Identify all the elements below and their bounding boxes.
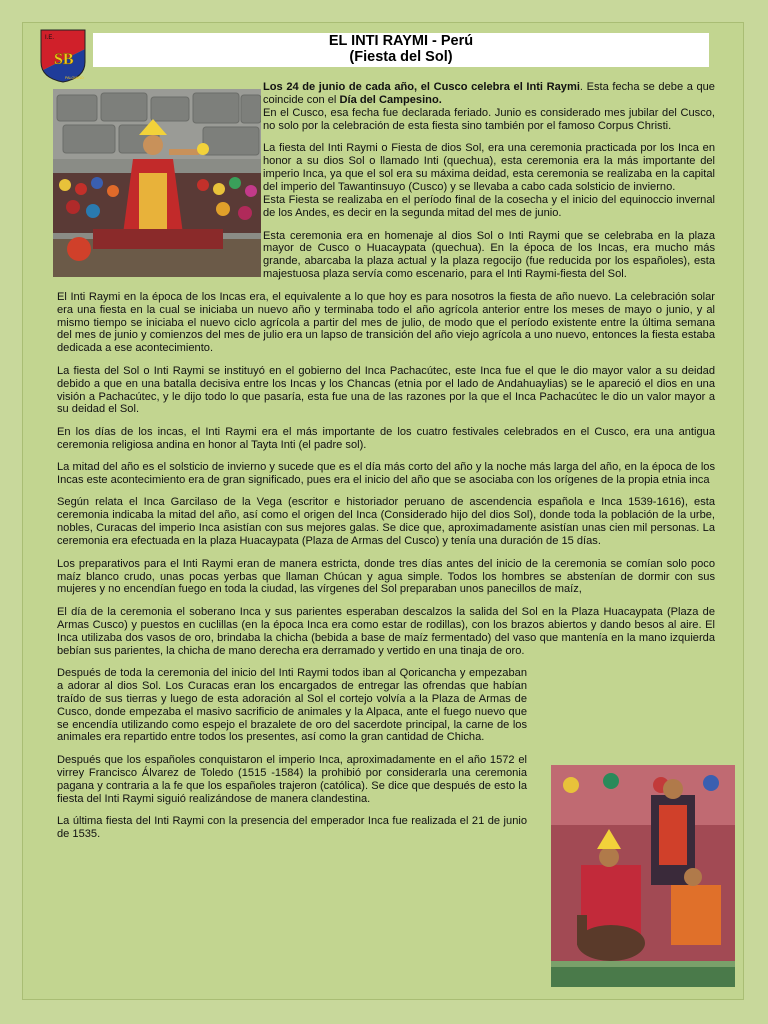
paragraph-11: El día de la ceremonia el soberano Inca y sus parientes esperaban descalzos la salida del Sol en la Plaza Huacaypata (Plaza de Armas Cusco) y puestos en cuclillas (en la época Inca era como estar de rodillas), con los brazos abiertos y dando besos al aire. El Inca utilizaba dos vasos de oro, brindaba la chicha (bebida a base de maíz fermentado) del vaso que mantenía en la mano izquierda bebían sus parientes, la chicha de mano derecha era derramado y vertido en una tinaja de oro. <box>57 605 715 657</box>
svg-text:I.E.: I.E. <box>45 35 55 41</box>
document-page <box>22 22 744 1000</box>
svg-text:SB: SB <box>54 51 74 68</box>
school-shield-logo <box>39 28 87 84</box>
paragraph-5: El Inti Raymi en la época de los Incas era, el equivalente a lo que hoy es para nosotros la fiesta de año nuevo. La celebración solar era una fiesta en la cual se iniciaba un nuevo año y terminaba todo el año agrícola anterior entre los meses de mayo o junio, y al mismo tiempo se iniciaba el nuevo ciclo agrícola a partir del mes de julio, de modo que el período existente entre la última semana del mes de junio y comienzos del mes de julio era un lapso de transición del año viejo agrícola a uno nuevo, entonces la fiesta estaba dedicada a ese acontecimiento. <box>57 290 715 355</box>
paragraph-2: La fiesta del Inti Raymi o Fiesta de dios Sol, era una ceremonia practicada por los Inca en honor a su dios Sol o llamado Inti (quechua), esta ceremonia era la más importante del imperio Inca, ya que el sol era su máxima deidad, esta ceremonia se realizaba en la capital del imperio del Tawantinsuyo (Cusco) y se llevaba a cabo cada solsticio de invierno. <box>263 142 715 193</box>
photo2-spacer <box>527 671 715 909</box>
paragraph-3: Esta Fiesta se realizaba en el período final de la cosecha y el inicio del equinoccio invernal de los Andes, es decir en la segunda mitad del mes de junio. <box>263 194 715 220</box>
paragraph-intro: Los 24 de junio de cada año, el Cusco celebra el Inti Raymi. Esta fecha se debe a que coincide con el Día del Campesino. En el Cusco, esa fecha fue declarada feriado. Junio es considerado mes jubilar del Cusco, no solo por la celebración de esta fiesta sino también por el famoso Corpus Christi. <box>263 81 715 132</box>
paragraph-6: La fiesta del Sol o Inti Raymi se instituyó en el gobierno del Inca Pachacútec, este Inca fue el que le dio mayor valor a su deidad debido a que en una batalla decisiva entre los Incas y los Chancas (etnia por el lado de Andahuaylias) se le apareció el dios en una visión a Pachacútec, y le dijo todo lo que pasaría, esta fue una de las razones por la que el Inca Pachacútec le dio un valor mayor a su deidad el Sol. <box>57 364 715 416</box>
paragraph-12: Después de toda la ceremonia del inicio del Inti Raymi todos iban al Qoricancha y empezaban a adorar al dios Sol. Los Curacas eran los encargados de entregar las ofrendas que habían traído de sus tierras y luego de esta adoración al Sol el cortejo volvía a la Plaza de Armas de Cusco, donde empezaba el masivo sacrificio de animales y la Alpaca, ante el fuego nuevo que se encendía utilizando como espejo el brazalete de oro del sacerdote principal, la carne de los animales era repartido entre todos los presentes, así como la gran cantidad de Chicha. <box>57 666 527 744</box>
title-box <box>93 33 709 67</box>
svg-text:PALOMINO: PALOMINO <box>65 76 84 80</box>
page-subtitle: (Fiesta del Sol) <box>349 49 453 65</box>
page-title: EL INTI RAYMI - Perú <box>328 33 474 49</box>
paragraph-13: Después que los españoles conquistaron el imperio Inca, aproximadamente en el año 1572 el virrey Francisco Álvarez de Toledo (1515 -1584) la prohibió por considerarla una ceremonia pagana y contraria a la fe que los españoles trajeron (católica). Se dice que después de esto la fiesta del Inti Raymi siguió realizándose de manera clandestina. <box>57 753 527 805</box>
paragraph-10: Los preparativos para el Inti Raymi eran de manera estricta, donde tres días antes del inicio de la ceremonia se comían solo poco maíz blanco crudo, unas pocas yerbas que llaman Chúcan y agua simple. Todos los hombres se abstenían de dormir con sus mujeres y no encendían fuego en toda la ciudad, las vírgenes del Sol preparaban unos panecillos de maíz, <box>57 557 715 596</box>
paragraph-9: Según relata el Inca Garcilaso de la Vega (escritor e historiador peruano de ascendencia española e Inca 1539-1616), esta ceremonia indicaba la mitad del año, así como el origen del Inca (Considerado hijo del dios Sol), donde toda la población de la urbe, nobles, Curacas del imperio Inca asistían con sus mejores galas. Se dice que, aproximadamente asistían unas cien mil personas. La ceremonia era efectuada en la plaza Huacaypata (Plaza de Armas del Cusco) y tenía una duración de 15 días. <box>57 496 715 548</box>
paragraph-7: En los días de los incas, el Inti Raymi era el más importante de los cuatro festivales celebrados en el Cusco, era una antigua ceremonia religiosa andina en honor al Tayta Inti (el padre sol). <box>57 425 715 451</box>
paragraph-8: La mitad del año es el solsticio de invierno y sucede que es el día más corto del año y la noche más larga del año, en la época de los Incas este acontecimiento era de gran significado, pues era el inicio del año que se asociaba con los orígenes de la propia etnia inca <box>57 461 715 487</box>
article-body <box>57 81 715 909</box>
paragraph-14: La última fiesta del Inti Raymi con la presencia del emperador Inca fue realizada el 21 de junio de 1535. <box>57 815 527 840</box>
paragraph-4: Esta ceremonia era en homenaje al dios Sol o Inti Raymi que se celebraba en la plaza mayor de Cusco o Huacaypata (quechua). En la época de los Incas, era mucho más grande, abarcaba la plaza actual y la plaza regocijo (fue reducida por los españoles), esta majestuosa plaza servía como escenario, para el Inti Raymi-fiesta del Sol. <box>263 229 715 281</box>
photo1-spacer <box>53 81 263 271</box>
